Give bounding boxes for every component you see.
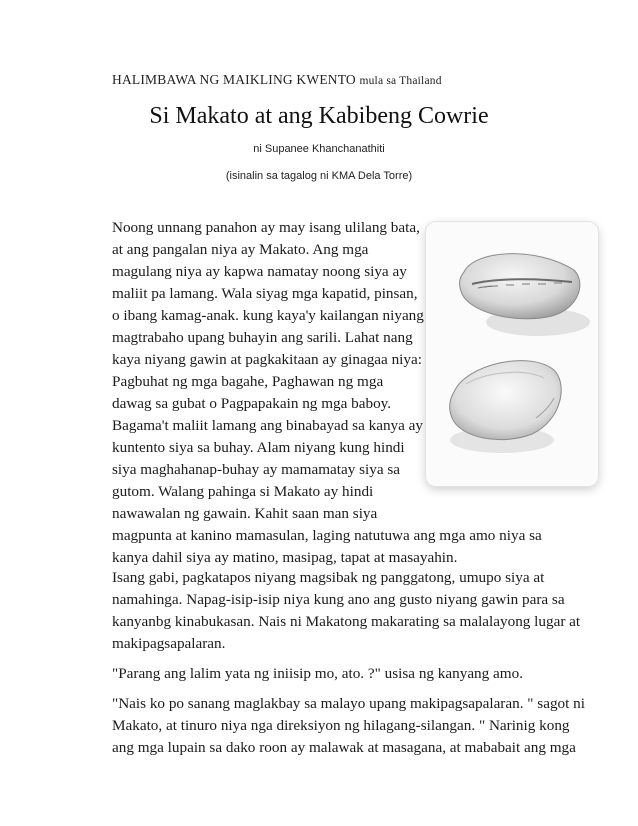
body-line: Pagbuhat ng mga bagahe, Paghawan ng mga [112, 373, 384, 390]
body-line: at ang pangalan niya ay Makato. Ang mga [112, 241, 369, 258]
body-line: "Nais ko po sanang maglakbay sa malayo upang makipagsapalaran. " sagot ni [112, 695, 585, 712]
body-line: Noong unnang panahon ay may isang ulilang bata, [112, 219, 420, 236]
body-line: Isang gabi, pagkatapos niyang magsibak ng panggatong, umupo siya at [112, 569, 545, 586]
cowrie-shell-top [460, 254, 580, 319]
cowrie-shells-illustration [426, 222, 598, 486]
body-line: magpunta at kanino mamasulan, laging natutuwa ang mga amo niya sa [112, 527, 542, 544]
body-line: maliit pa lamang. Wala siyag mga kapatid, pinsan, [112, 285, 418, 302]
translator-note: (isinalin sa tagalog ni KMA Dela Torre) [225, 170, 413, 182]
body-line: ang mga lupain sa dako roon ay malawak at masagana, at mababait ang mga [112, 739, 576, 756]
body-line: "Parang ang lalim yata ng iniisip mo, ato. ?" usisa ng kanyang amo. [112, 665, 523, 682]
body-line: kanyanbg kinabukasan. Nais ni Makatong makarating sa malalayong lugar at [112, 613, 581, 630]
header-label: HALIMBAWA NG MAIKLING KWENTO [112, 72, 356, 87]
body-line: Makato, at tinuro niya nga direksiyon ng hilagang-silangan. " Narinig kong [112, 717, 570, 734]
body-line: kanya dahil siya ay matino, masipag, tapat at masayahin. [112, 549, 458, 566]
body-line: o ibang kamag-anak. kung kaya'y kailangan niyang [112, 307, 424, 324]
body-line: kuntento siya sa buhay. Alam niyang kung hindi [112, 439, 405, 456]
body-line: magulang niya ay kapwa namatay noong siya ay [112, 263, 407, 280]
author-byline: ni Supanee Khanchanathiti [253, 143, 385, 155]
body-line: gutom. Walang pahinga si Makato ay hindi [112, 483, 374, 500]
body-line: kaya niyang gawin at pagkakitaan ay ginagaa niya: [112, 351, 422, 368]
body-line: siya maghahanap-buhay ay mamamatay siya sa [112, 461, 401, 478]
header-origin: mula sa Thailand [359, 75, 442, 87]
body-line: Bagama't maliit lamang ang binabayad sa kanya ay [112, 417, 424, 434]
story-title: Si Makato at ang Kabibeng Cowrie [149, 103, 489, 129]
body-line: nawawalan ng gawain. Kahit saan man siya [112, 505, 378, 522]
story-category-header [112, 72, 442, 88]
body-line: namahinga. Napag-isip-isip niya kung ano ang gusto niyang gawin para sa [112, 591, 565, 608]
body-line: magtrabaho upang buhayin ang sarili. Lahat nang [112, 329, 413, 346]
body-line: dawag sa gubat o Pagpapakain ng mga baboy. [112, 395, 392, 412]
body-line: makipagsapalaran. [112, 635, 226, 652]
cowrie-shell-bottom [450, 361, 562, 440]
